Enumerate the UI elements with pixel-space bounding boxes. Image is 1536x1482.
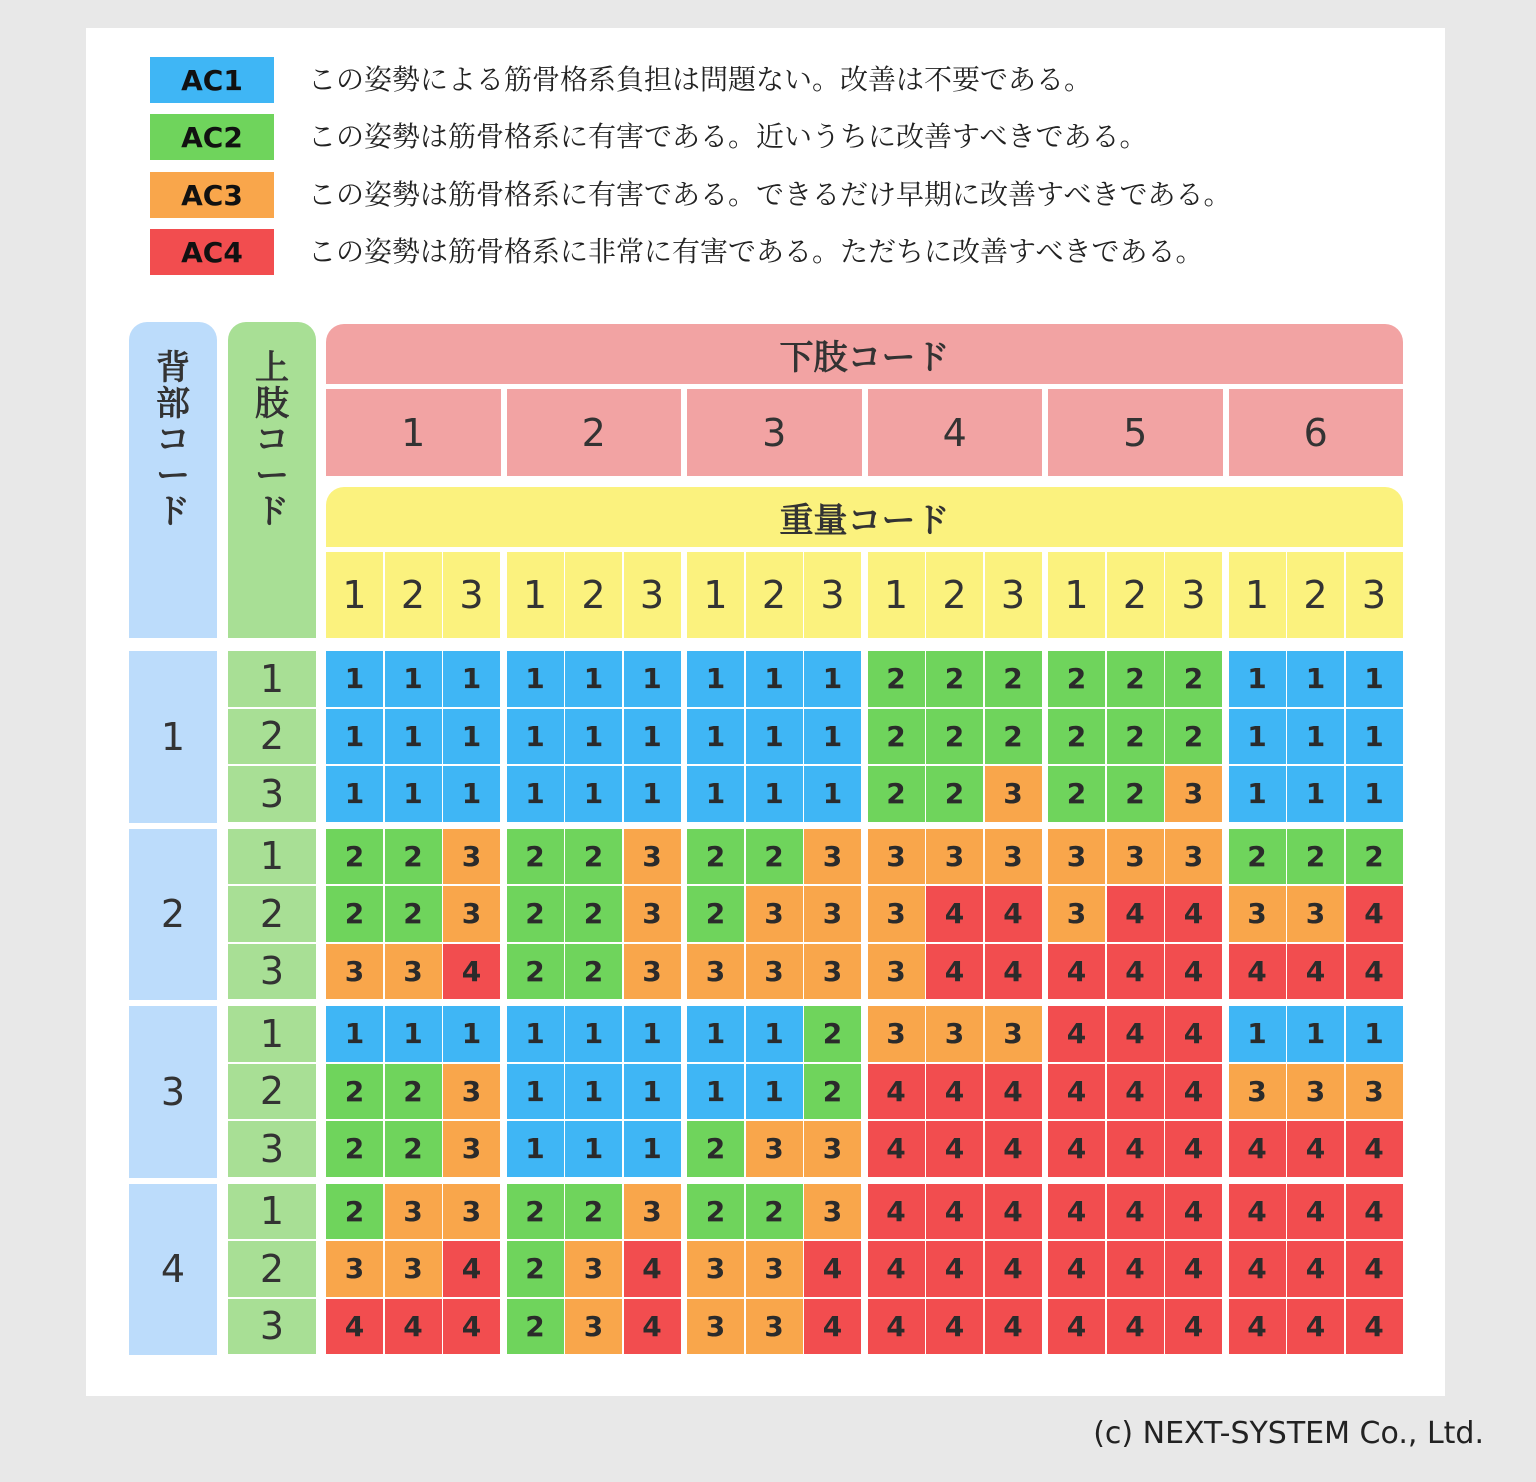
action-category-cell: 1: [1229, 651, 1286, 707]
weight-code-cell: 2: [1107, 552, 1164, 638]
action-category-cell: 3: [687, 944, 744, 1000]
action-category-cell: 2: [326, 886, 383, 942]
action-category-cell: 2: [804, 1006, 861, 1062]
action-category-cell: 1: [565, 1064, 622, 1120]
legend-text-ac3: この姿勢は筋骨格系に有害である。できるだけ早期に改善すべきである。: [308, 178, 1232, 211]
action-category-cell: 3: [1165, 766, 1222, 822]
upper-code-cell: 2: [228, 709, 316, 765]
action-category-cell: 4: [804, 1241, 861, 1297]
action-category-cell: 1: [746, 1006, 803, 1062]
action-category-cell: 4: [1287, 944, 1344, 1000]
action-category-cell: 1: [507, 1121, 564, 1177]
action-category-cell: 2: [1048, 651, 1105, 707]
action-category-cell: 4: [926, 1299, 983, 1355]
action-category-cell: 1: [746, 709, 803, 765]
action-category-cell: 3: [624, 1184, 681, 1240]
action-category-cell: 1: [507, 1064, 564, 1120]
action-category-cell: 1: [746, 651, 803, 707]
action-category-cell: 1: [443, 766, 500, 822]
action-category-cell: 4: [868, 1299, 925, 1355]
action-category-cell: 3: [443, 886, 500, 942]
action-category-cell: 4: [1165, 1121, 1222, 1177]
action-category-cell: 1: [565, 1121, 622, 1177]
lower-code-4: 4: [868, 389, 1043, 476]
action-category-cell: 1: [804, 651, 861, 707]
action-category-cell: 1: [326, 651, 383, 707]
action-category-cell: 3: [1165, 829, 1222, 885]
action-category-cell: 3: [985, 766, 1042, 822]
action-category-cell: 4: [926, 944, 983, 1000]
action-category-cell: 1: [385, 709, 442, 765]
action-category-cell: 4: [1287, 1299, 1344, 1355]
action-category-cell: 3: [804, 886, 861, 942]
action-category-cell: 4: [1229, 1121, 1286, 1177]
action-category-cell: 4: [1287, 1241, 1344, 1297]
action-category-cell: 1: [1287, 766, 1344, 822]
action-category-cell: 1: [326, 766, 383, 822]
action-category-cell: 4: [1048, 1299, 1105, 1355]
lower-code-6: 6: [1229, 389, 1404, 476]
action-category-cell: 4: [1107, 944, 1164, 1000]
action-category-cell: 2: [1107, 651, 1164, 707]
action-category-cell: 4: [1107, 1064, 1164, 1120]
action-category-cell: 1: [443, 651, 500, 707]
action-category-cell: 4: [1048, 1184, 1105, 1240]
upper-code-cell: 3: [228, 944, 316, 1000]
action-category-cell: 1: [1287, 709, 1344, 765]
action-category-cell: 3: [868, 829, 925, 885]
action-category-cell: 1: [1346, 766, 1403, 822]
action-category-cell: 3: [1229, 1064, 1286, 1120]
action-category-cell: 4: [1346, 1241, 1403, 1297]
action-category-cell: 2: [385, 1121, 442, 1177]
action-category-cell: 1: [1229, 1006, 1286, 1062]
action-category-cell: 4: [624, 1241, 681, 1297]
action-category-cell: 2: [385, 829, 442, 885]
action-category-cell: 4: [443, 1299, 500, 1355]
action-category-cell: 4: [926, 1121, 983, 1177]
action-category-cell: 3: [687, 1299, 744, 1355]
action-category-cell: 2: [868, 709, 925, 765]
action-category-cell: 3: [868, 1006, 925, 1062]
action-category-cell: 1: [565, 651, 622, 707]
action-category-cell: 1: [1346, 709, 1403, 765]
action-category-cell: 2: [804, 1064, 861, 1120]
copyright: (c) NEXT-SYSTEM Co., Ltd.: [1093, 1416, 1484, 1451]
action-category-cell: 3: [687, 1241, 744, 1297]
action-category-cell: 4: [1048, 1064, 1105, 1120]
action-category-cell: 1: [507, 1006, 564, 1062]
action-category-cell: 1: [385, 1006, 442, 1062]
action-category-cell: 2: [926, 766, 983, 822]
action-category-cell: 2: [1107, 766, 1164, 822]
back-code-4: 4: [129, 1184, 217, 1356]
action-category-cell: 2: [868, 766, 925, 822]
action-category-cell: 1: [507, 709, 564, 765]
legend-badge-ac1: AC1: [150, 57, 274, 103]
weight-code-cell: 2: [926, 552, 983, 638]
weight-code-cell: 3: [1165, 552, 1222, 638]
action-category-cell: 4: [1346, 1121, 1403, 1177]
action-category-cell: 2: [868, 651, 925, 707]
weight-code-cell: 1: [507, 552, 564, 638]
upper-code-cell: 1: [228, 651, 316, 707]
upper-code-cell: 2: [228, 1241, 316, 1297]
action-category-cell: 4: [1165, 1241, 1222, 1297]
action-category-cell: 2: [1287, 829, 1344, 885]
action-category-cell: 3: [804, 1121, 861, 1177]
legend-badge-ac2: AC2: [150, 114, 274, 160]
action-category-cell: 4: [868, 1184, 925, 1240]
action-category-cell: 1: [507, 651, 564, 707]
action-category-cell: 4: [804, 1299, 861, 1355]
action-category-cell: 4: [1229, 1299, 1286, 1355]
upper-code-cell: 1: [228, 829, 316, 885]
action-category-cell: 3: [1287, 1064, 1344, 1120]
legend-text-ac2: この姿勢は筋骨格系に有害である。近いうちに改善すべきである。: [308, 120, 1148, 153]
weight-code-cell: 1: [687, 552, 744, 638]
action-category-cell: 4: [868, 1241, 925, 1297]
action-category-cell: 4: [1229, 944, 1286, 1000]
action-category-cell: 1: [804, 709, 861, 765]
action-category-cell: 4: [1287, 1121, 1344, 1177]
action-category-cell: 4: [1048, 1121, 1105, 1177]
action-category-cell: 3: [443, 1121, 500, 1177]
action-category-cell: 1: [624, 1121, 681, 1177]
action-category-cell: 3: [565, 1299, 622, 1355]
legend-text-ac4: この姿勢は筋骨格系に非常に有害である。ただちに改善すべきである。: [308, 235, 1204, 268]
action-category-cell: 4: [1229, 1241, 1286, 1297]
action-category-cell: 4: [1107, 1121, 1164, 1177]
action-category-cell: 2: [326, 829, 383, 885]
action-category-cell: 1: [326, 1006, 383, 1062]
action-category-cell: 3: [985, 829, 1042, 885]
action-category-cell: 4: [1165, 1006, 1222, 1062]
action-category-cell: 4: [926, 1064, 983, 1120]
action-category-cell: 2: [985, 709, 1042, 765]
weight-code-cell: 3: [443, 552, 500, 638]
lower-code-header: 下肢コード: [326, 324, 1403, 384]
action-category-cell: 1: [385, 651, 442, 707]
action-category-cell: 3: [746, 944, 803, 1000]
action-category-cell: 3: [746, 1121, 803, 1177]
action-category-cell: 4: [1346, 944, 1403, 1000]
weight-code-cell: 3: [985, 552, 1042, 638]
action-category-cell: 4: [1229, 1184, 1286, 1240]
action-category-cell: 4: [1107, 1006, 1164, 1062]
action-category-cell: 1: [443, 1006, 500, 1062]
action-category-cell: 1: [687, 709, 744, 765]
action-category-cell: 4: [1287, 1184, 1344, 1240]
action-category-cell: 2: [1107, 709, 1164, 765]
action-category-cell: 1: [687, 651, 744, 707]
action-category-cell: 3: [565, 1241, 622, 1297]
action-category-cell: 4: [1107, 886, 1164, 942]
action-category-cell: 2: [1048, 766, 1105, 822]
action-category-cell: 4: [443, 944, 500, 1000]
action-category-cell: 2: [565, 944, 622, 1000]
action-category-cell: 3: [926, 829, 983, 885]
weight-code-cell: 3: [804, 552, 861, 638]
action-category-cell: 3: [624, 944, 681, 1000]
action-category-cell: 1: [565, 709, 622, 765]
lower-code-1: 1: [326, 389, 501, 476]
action-category-cell: 2: [687, 886, 744, 942]
action-category-cell: 2: [385, 1064, 442, 1120]
weight-code-cell: 1: [326, 552, 383, 638]
action-category-cell: 1: [746, 1064, 803, 1120]
action-category-cell: 1: [1229, 766, 1286, 822]
action-category-cell: 4: [1346, 886, 1403, 942]
action-category-cell: 1: [624, 1006, 681, 1062]
weight-code-header: 重量コード: [326, 487, 1403, 547]
action-category-cell: 4: [624, 1299, 681, 1355]
action-category-cell: 3: [326, 1241, 383, 1297]
weight-code-cell: 3: [624, 552, 681, 638]
action-category-cell: 1: [1287, 1006, 1344, 1062]
action-category-cell: 2: [1229, 829, 1286, 885]
action-category-cell: 1: [804, 766, 861, 822]
upper-code-cell: 1: [228, 1184, 316, 1240]
action-category-cell: 3: [746, 1241, 803, 1297]
legend-badge-ac3: AC3: [150, 172, 274, 218]
upper-code-header: 上 肢 コ ー ド: [228, 322, 316, 638]
action-category-cell: 4: [1107, 1299, 1164, 1355]
action-category-cell: 3: [804, 1184, 861, 1240]
action-category-cell: 4: [1107, 1184, 1164, 1240]
action-category-cell: 1: [326, 709, 383, 765]
action-category-cell: 3: [1107, 829, 1164, 885]
action-category-cell: 2: [746, 829, 803, 885]
lower-code-2: 2: [507, 389, 682, 476]
action-category-cell: 3: [804, 829, 861, 885]
action-category-cell: 2: [326, 1121, 383, 1177]
action-category-cell: 1: [507, 766, 564, 822]
action-category-cell: 4: [985, 1241, 1042, 1297]
action-category-cell: 2: [326, 1184, 383, 1240]
lower-code-5: 5: [1048, 389, 1223, 476]
action-category-cell: 1: [624, 1064, 681, 1120]
upper-code-cell: 2: [228, 886, 316, 942]
action-category-cell: 1: [687, 1064, 744, 1120]
weight-code-cell: 2: [565, 552, 622, 638]
action-category-cell: 4: [985, 1299, 1042, 1355]
weight-code-cell: 2: [746, 552, 803, 638]
action-category-cell: 3: [985, 1006, 1042, 1062]
action-category-cell: 4: [1165, 1184, 1222, 1240]
action-category-cell: 2: [565, 1184, 622, 1240]
back-code-header: 背 部 コ ー ド: [129, 322, 217, 638]
weight-code-cell: 2: [1287, 552, 1344, 638]
action-category-cell: 1: [565, 1006, 622, 1062]
upper-code-cell: 1: [228, 1006, 316, 1062]
action-category-cell: 2: [926, 709, 983, 765]
action-category-cell: 3: [804, 944, 861, 1000]
action-category-cell: 3: [926, 1006, 983, 1062]
back-code-2: 2: [129, 829, 217, 1001]
action-category-cell: 3: [443, 1064, 500, 1120]
action-category-cell: 3: [624, 829, 681, 885]
weight-code-cell: 3: [1346, 552, 1403, 638]
action-category-cell: 1: [1229, 709, 1286, 765]
action-category-cell: 3: [1048, 829, 1105, 885]
action-category-cell: 3: [1346, 1064, 1403, 1120]
action-category-cell: 2: [1346, 829, 1403, 885]
action-category-cell: 3: [868, 886, 925, 942]
action-category-cell: 4: [1165, 944, 1222, 1000]
action-category-cell: 2: [687, 1184, 744, 1240]
weight-code-cell: 1: [868, 552, 925, 638]
action-category-cell: 4: [1165, 886, 1222, 942]
action-category-cell: 2: [507, 1299, 564, 1355]
action-category-cell: 3: [624, 886, 681, 942]
action-category-cell: 4: [1048, 944, 1105, 1000]
action-category-cell: 4: [926, 1241, 983, 1297]
action-category-cell: 3: [868, 944, 925, 1000]
action-category-cell: 1: [443, 709, 500, 765]
action-category-cell: 4: [385, 1299, 442, 1355]
action-category-cell: 4: [1165, 1299, 1222, 1355]
action-category-cell: 4: [1107, 1241, 1164, 1297]
action-category-cell: 2: [326, 1064, 383, 1120]
action-category-cell: 1: [687, 1006, 744, 1062]
action-category-cell: 3: [1229, 886, 1286, 942]
action-category-cell: 3: [746, 1299, 803, 1355]
legend-badge-ac4: AC4: [150, 229, 274, 275]
action-category-cell: 4: [1165, 1064, 1222, 1120]
action-category-cell: 4: [868, 1121, 925, 1177]
action-category-cell: 4: [443, 1241, 500, 1297]
action-category-cell: 2: [746, 1184, 803, 1240]
back-code-1: 1: [129, 651, 217, 823]
action-category-cell: 4: [326, 1299, 383, 1355]
action-category-cell: 2: [507, 944, 564, 1000]
action-category-cell: 4: [1048, 1006, 1105, 1062]
action-category-cell: 4: [1048, 1241, 1105, 1297]
action-category-cell: 3: [1287, 886, 1344, 942]
upper-code-cell: 3: [228, 766, 316, 822]
action-category-cell: 2: [687, 829, 744, 885]
weight-code-cell: 2: [385, 552, 442, 638]
action-category-cell: 1: [1346, 1006, 1403, 1062]
action-category-cell: 3: [443, 829, 500, 885]
action-category-cell: 2: [507, 829, 564, 885]
action-category-cell: 2: [507, 886, 564, 942]
action-category-cell: 2: [1165, 709, 1222, 765]
action-category-cell: 1: [624, 709, 681, 765]
action-category-cell: 2: [1048, 709, 1105, 765]
weight-code-cell: 1: [1229, 552, 1286, 638]
action-category-cell: 3: [385, 944, 442, 1000]
action-category-cell: 4: [1346, 1184, 1403, 1240]
action-category-cell: 2: [687, 1121, 744, 1177]
action-category-cell: 1: [1346, 651, 1403, 707]
back-code-3: 3: [129, 1006, 217, 1178]
action-category-cell: 1: [687, 766, 744, 822]
action-category-cell: 4: [1346, 1299, 1403, 1355]
action-category-cell: 1: [385, 766, 442, 822]
upper-code-cell: 3: [228, 1121, 316, 1177]
action-category-cell: 2: [926, 651, 983, 707]
action-category-cell: 4: [926, 886, 983, 942]
action-category-cell: 2: [565, 829, 622, 885]
action-category-cell: 1: [565, 766, 622, 822]
action-category-cell: 4: [985, 1064, 1042, 1120]
action-category-cell: 2: [507, 1241, 564, 1297]
action-category-cell: 2: [565, 886, 622, 942]
weight-code-cell: 1: [1048, 552, 1105, 638]
action-category-cell: 3: [326, 944, 383, 1000]
upper-code-cell: 3: [228, 1299, 316, 1355]
action-category-cell: 1: [624, 766, 681, 822]
action-category-cell: 3: [1048, 886, 1105, 942]
action-category-cell: 2: [985, 651, 1042, 707]
action-category-cell: 3: [385, 1241, 442, 1297]
action-category-cell: 2: [1165, 651, 1222, 707]
action-category-cell: 3: [443, 1184, 500, 1240]
action-category-cell: 2: [385, 886, 442, 942]
action-category-cell: 4: [985, 944, 1042, 1000]
action-category-cell: 4: [926, 1184, 983, 1240]
action-category-cell: 1: [746, 766, 803, 822]
legend-text-ac1: この姿勢による筋骨格系負担は問題ない。改善は不要である。: [308, 63, 1093, 96]
action-category-cell: 3: [385, 1184, 442, 1240]
action-category-cell: 1: [624, 651, 681, 707]
action-category-cell: 4: [868, 1064, 925, 1120]
lower-code-3: 3: [687, 389, 862, 476]
action-category-cell: 4: [985, 886, 1042, 942]
action-category-cell: 3: [746, 886, 803, 942]
action-category-cell: 1: [1287, 651, 1344, 707]
action-category-cell: 4: [985, 1121, 1042, 1177]
upper-code-cell: 2: [228, 1064, 316, 1120]
action-category-cell: 4: [985, 1184, 1042, 1240]
action-category-cell: 2: [507, 1184, 564, 1240]
